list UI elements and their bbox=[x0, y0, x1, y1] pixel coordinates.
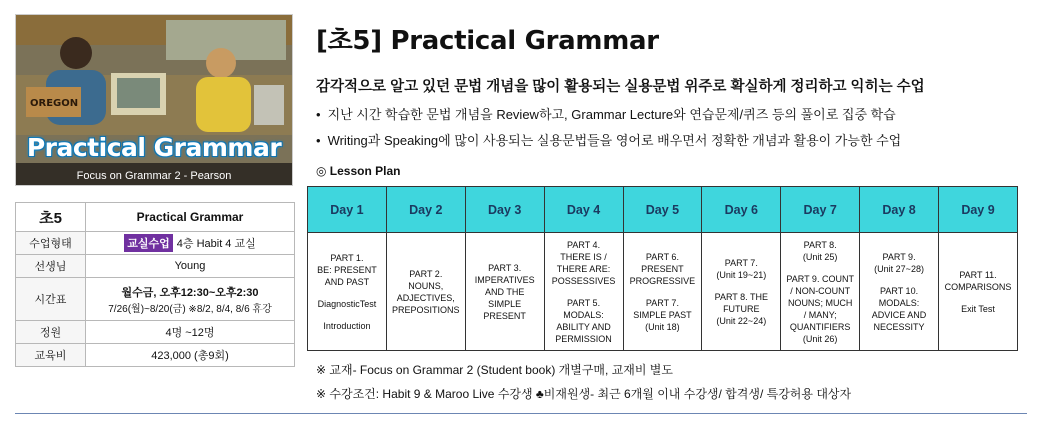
line-gap bbox=[941, 293, 1015, 303]
lesson-plan-table bbox=[307, 186, 1018, 351]
info-row-class-type bbox=[16, 232, 295, 255]
cover-book-text: OREGON bbox=[30, 98, 79, 109]
cover-title: Practical Grammar bbox=[26, 133, 282, 162]
schedule-time: 월수금, 오후12:30~오후2:30 bbox=[121, 286, 259, 299]
day-content-line: DiagnosticTest bbox=[317, 298, 377, 309]
day-content-line: PREPOSITIONS bbox=[392, 304, 460, 315]
info-row-schedule bbox=[16, 278, 295, 321]
day-content bbox=[544, 233, 623, 351]
day-content-line: (Unit 19~21) bbox=[716, 269, 767, 280]
info-value bbox=[86, 232, 295, 255]
lesson-plan-header bbox=[308, 187, 1018, 233]
capacity-value: 4명 ~12명 bbox=[86, 321, 295, 344]
day-content-line: (Unit 18) bbox=[645, 321, 680, 332]
line-gap bbox=[783, 263, 857, 273]
info-row-teacher bbox=[16, 255, 295, 278]
schedule-dates: 7/26(월)~8/20(금) ※8/2, 8/4, 8/6 휴강 bbox=[108, 303, 272, 315]
line-gap bbox=[310, 288, 384, 298]
lesson-plan-label: ◎ Lesson Plan bbox=[316, 164, 401, 178]
lesson-plan-row bbox=[308, 233, 1018, 351]
day-content-line: NECESSITY bbox=[873, 321, 925, 332]
grade-label: 초5 bbox=[16, 203, 86, 232]
day-header: Day 4 bbox=[544, 187, 623, 233]
line-gap bbox=[626, 287, 700, 297]
course-name: Practical Grammar bbox=[86, 203, 295, 232]
day-content-line: ADJECTIVES, bbox=[396, 292, 455, 303]
day-header: Day 2 bbox=[386, 187, 465, 233]
info-key: 교육비 bbox=[16, 344, 86, 367]
day-content-line: (Unit 27~28) bbox=[874, 263, 924, 274]
day-content-line: THERE IS / bbox=[560, 251, 607, 262]
line-gap bbox=[547, 287, 621, 297]
schedule-value bbox=[86, 278, 295, 321]
day-content-line: THERE ARE: bbox=[556, 263, 611, 274]
info-key: 정원 bbox=[16, 321, 86, 344]
class-type-badge: 교실수업 bbox=[124, 234, 173, 252]
day-content-line: NOUNS, bbox=[408, 280, 444, 291]
day-content-line: PART 11. bbox=[959, 269, 997, 280]
day-header: Day 9 bbox=[939, 187, 1018, 233]
day-content-line: ADVICE AND bbox=[871, 309, 927, 320]
day-header: Day 1 bbox=[308, 187, 387, 233]
course-summary: 감각적으로 알고 있던 문법 개념을 많이 활용되는 실용문법 위주로 확실하게 정리하고 익히는 수업 bbox=[316, 79, 925, 95]
info-header-row bbox=[16, 203, 295, 232]
bottom-divider bbox=[15, 413, 1027, 414]
day-content bbox=[465, 233, 544, 351]
teacher-name: Young bbox=[86, 255, 295, 278]
day-content-line: PRESENT bbox=[483, 310, 526, 321]
day-content-line: COMPARISONS bbox=[944, 281, 1012, 292]
bullet-item: • Writing과 Speaking에 많이 사용되는 실용문법들을 영어로 배우면서 정확한 개념과 활용이 가능한 수업 bbox=[316, 128, 901, 154]
day-header: Day 8 bbox=[860, 187, 939, 233]
day-content-line: PART 9. bbox=[882, 251, 916, 262]
day-content-line: PART 4. bbox=[567, 239, 601, 250]
day-header: Day 6 bbox=[702, 187, 781, 233]
day-content-line: PROGRESSIVE bbox=[629, 275, 696, 286]
day-content-line: QUANTIFIERS bbox=[789, 321, 851, 332]
day-content bbox=[860, 233, 939, 351]
day-content-line: POSSESSIVES bbox=[551, 275, 616, 286]
day-content-line: SIMPLE bbox=[488, 298, 522, 309]
page-title: [초5] Practical Grammar bbox=[316, 26, 659, 56]
day-content-line: PART 8. THE bbox=[714, 291, 768, 302]
day-content-line: BE: PRESENT bbox=[317, 264, 377, 275]
line-gap bbox=[704, 281, 778, 291]
day-content-line: PART 2. bbox=[409, 268, 443, 279]
day-header: Day 7 bbox=[781, 187, 860, 233]
day-content-line: (Unit 25) bbox=[802, 251, 838, 262]
day-content-line: FUTURE bbox=[723, 303, 760, 314]
day-content-line: Introduction bbox=[323, 320, 371, 331]
day-content-line: PRESENT bbox=[641, 263, 684, 274]
line-gap bbox=[862, 275, 936, 285]
classroom-text: 4층 Habit 4 교실 bbox=[176, 238, 256, 250]
day-content bbox=[308, 233, 387, 351]
day-content bbox=[781, 233, 860, 351]
day-content-line: AND THE bbox=[485, 286, 525, 297]
day-content-line: NOUNS; MUCH bbox=[787, 297, 853, 308]
day-content bbox=[939, 233, 1018, 351]
day-content-line: PART 10. bbox=[880, 285, 919, 296]
day-content bbox=[386, 233, 465, 351]
info-key: 수업형태 bbox=[16, 232, 86, 255]
info-row-capacity bbox=[16, 321, 295, 344]
course-info-table bbox=[15, 202, 295, 367]
day-content-line: (Unit 22~24) bbox=[716, 315, 767, 326]
day-content-line: PERMISSION bbox=[555, 333, 612, 344]
day-content-line: IMPERATIVES bbox=[474, 274, 535, 285]
day-content-line: SIMPLE PAST bbox=[633, 309, 692, 320]
day-content-line: PART 7. bbox=[645, 297, 679, 308]
fee-value: 423,000 (총9회) bbox=[86, 344, 295, 367]
textbook-note: ※ 교재- Focus on Grammar 2 (Student book) 개별구매, 교재비 별도 bbox=[316, 363, 673, 377]
day-content-line: PART 3. bbox=[488, 262, 522, 273]
day-content-line: ABILITY AND bbox=[556, 321, 611, 332]
day-content-line: (Unit 26) bbox=[802, 333, 838, 344]
day-header: Day 5 bbox=[623, 187, 702, 233]
day-header: Day 3 bbox=[465, 187, 544, 233]
eligibility-note: ※ 수강조건: Habit 9 & Maroo Live 수강생 ♣비재원생- 최근 6개월 이내 수강생/ 합격생/ 특강허용 대상자 bbox=[316, 387, 852, 401]
day-content-line: / NON-COUNT bbox=[790, 285, 851, 296]
day-content-line: Exit Test bbox=[961, 303, 995, 314]
cover-subtitle: Focus on Grammar 2 - Pearson bbox=[76, 170, 232, 182]
line-gap bbox=[310, 310, 384, 320]
day-content-line: PART 1. bbox=[330, 252, 364, 263]
day-content-line: PART 9. COUNT bbox=[786, 273, 854, 284]
day-content-line: PART 5. bbox=[567, 297, 601, 308]
day-content-line: PART 7. bbox=[724, 257, 758, 268]
bullet-item: • 지난 시간 학습한 문법 개념을 Review하고, Grammar Lecture와 연습문제/퀴즈 등의 풀이로 집중 학습 bbox=[316, 102, 901, 128]
day-content-line: PART 8. bbox=[803, 239, 837, 250]
course-cover-image bbox=[15, 14, 293, 186]
info-key: 선생님 bbox=[16, 255, 86, 278]
day-content-line: AND PAST bbox=[324, 276, 370, 287]
day-content bbox=[623, 233, 702, 351]
day-content-line: MODALS: bbox=[878, 297, 920, 308]
day-content-line: PART 6. bbox=[645, 251, 679, 262]
day-content-line: MODALS: bbox=[563, 309, 604, 320]
course-bullets bbox=[316, 102, 901, 154]
info-key: 시간표 bbox=[16, 278, 86, 321]
day-content bbox=[702, 233, 781, 351]
day-content-line: / MANY; bbox=[803, 309, 837, 320]
info-row-fee bbox=[16, 344, 295, 367]
